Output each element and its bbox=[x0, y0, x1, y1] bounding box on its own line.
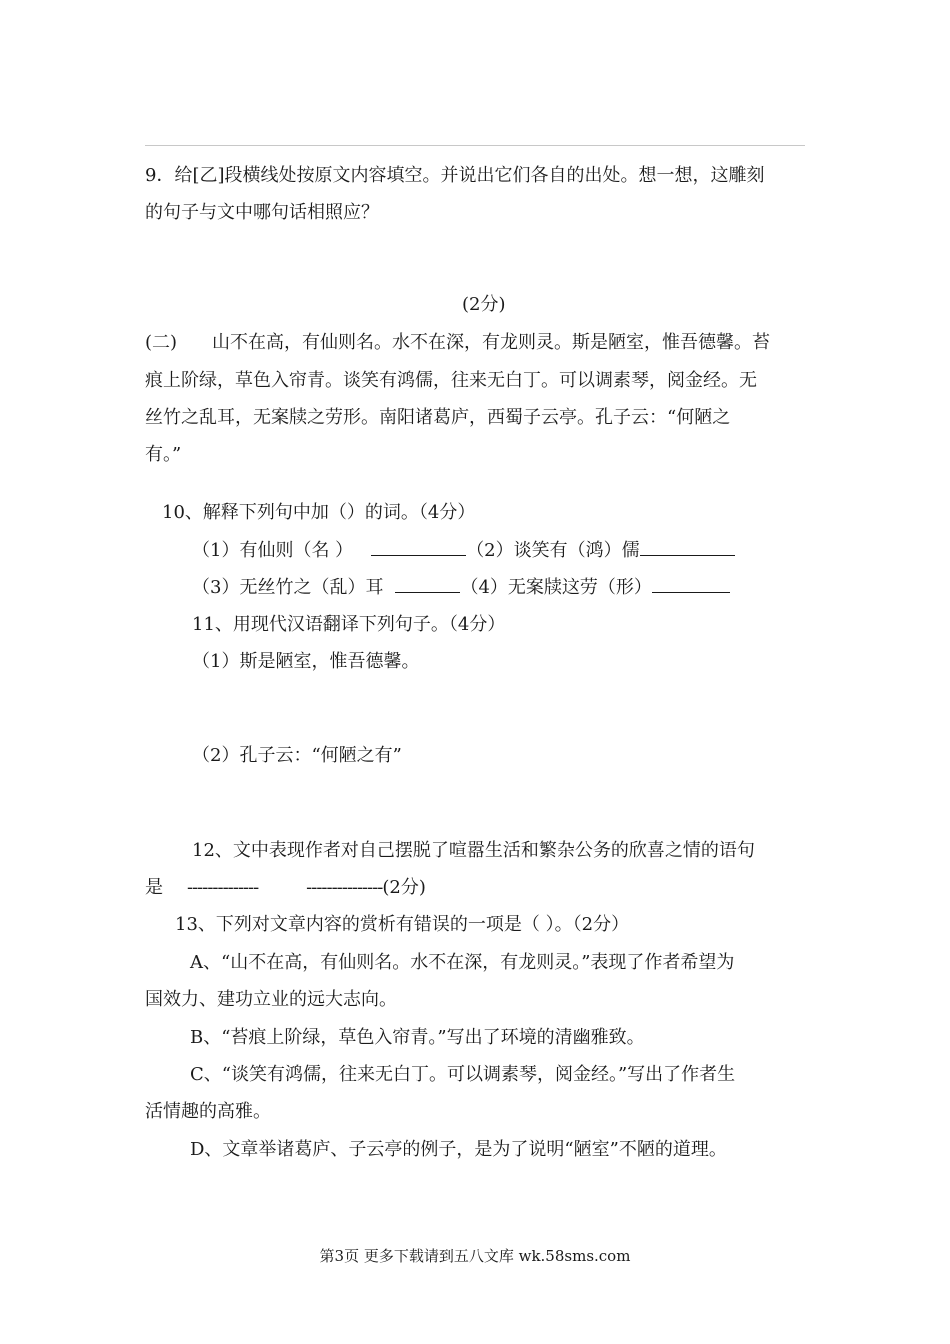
passage-line-1: 山不在高，有仙则名。水不在深，有龙则灵。斯是陋室，惟吾德馨。苔 bbox=[212, 332, 770, 353]
q11-item-1: （1）斯是陋室，惟吾德馨。 bbox=[192, 651, 420, 672]
q9-score: (2分) bbox=[462, 294, 506, 315]
q13-option-c-line-1: C、“谈笑有鸿儒，往来无白丁。可以调素琴，阅金经。”写出了作者生 bbox=[190, 1064, 736, 1085]
q12-prefix: 是 bbox=[145, 877, 163, 898]
q10-answer-1-blank[interactable] bbox=[371, 537, 466, 556]
q9-line-1: 9．给[乙]段横线处按原文内容填空。并说出它们各自的出处。想一想，这雕刻 bbox=[145, 165, 765, 186]
q13-option-a-line-1: A、“山不在高，有仙则名。水不在深，有龙则灵。”表现了作者希望为 bbox=[190, 952, 735, 973]
passage-line-3: 丝竹之乱耳，无案牍之劳形。南阳诸葛庐，西蜀子云亭。孔子云：“何陋之 bbox=[145, 407, 731, 428]
q10-row-1 bbox=[192, 537, 735, 564]
q12-answer-blank-1[interactable]: -------------- bbox=[187, 877, 259, 898]
q13-option-a-line-2: 国效力、建功立业的远大志向。 bbox=[145, 989, 397, 1010]
q11-title: 11、用现代汉语翻译下列句子。（4分） bbox=[192, 614, 506, 635]
q11-item-2: （2）孔子云：“何陋之有” bbox=[192, 745, 402, 766]
q13-title: 13、下列对文章内容的赏析有错误的一项是（ ）。（2分） bbox=[175, 914, 630, 935]
header-rule bbox=[145, 145, 805, 146]
q10-item-4: （4）无案牍这劳（形） bbox=[460, 577, 652, 598]
q13-option-c-line-2: 活情趣的高雅。 bbox=[145, 1101, 271, 1122]
q10-answer-3-blank[interactable] bbox=[395, 574, 460, 593]
q12-score: (2分) bbox=[382, 877, 426, 898]
q10-answer-4-blank[interactable] bbox=[652, 574, 730, 593]
q10-item-2: （2）谈笑有（鸿）儒 bbox=[466, 540, 640, 561]
q13-option-b: B、“苔痕上阶绿，草色入帘青。”写出了环境的清幽雅致。 bbox=[190, 1027, 645, 1048]
q9-line-2: 的句子与文中哪句话相照应？ bbox=[145, 202, 379, 223]
q10-title: 10、解释下列句中加（）的词。（4分） bbox=[162, 502, 476, 523]
passage-line-2: 痕上阶绿，草色入帘青。谈笑有鸿儒，往来无白丁。可以调素琴，阅金经。无 bbox=[145, 370, 757, 391]
q10-row-2 bbox=[192, 574, 730, 601]
q10-item-3: （3）无丝竹之（乱）耳 bbox=[192, 577, 384, 598]
passage-label: (二) bbox=[145, 332, 178, 353]
page-footer: 第3页 更多下载请到五八文库 wk.58sms.com bbox=[319, 1247, 631, 1265]
q12-answer-blank-2[interactable]: --------------- bbox=[306, 877, 383, 898]
q12-line-1: 12、文中表现作者对自己摆脱了喧嚣生活和繁杂公务的欣喜之情的语句 bbox=[192, 840, 755, 861]
q10-answer-2-blank[interactable] bbox=[640, 537, 735, 556]
q10-item-1: （1）有仙则（名 ） bbox=[192, 540, 354, 561]
passage-line-4: 有。” bbox=[145, 444, 182, 465]
q13-option-d: D、文章举诸葛庐、子云亭的例子，是为了说明“陋室”不陋的道理。 bbox=[190, 1139, 727, 1160]
q12-line-2 bbox=[145, 875, 426, 901]
